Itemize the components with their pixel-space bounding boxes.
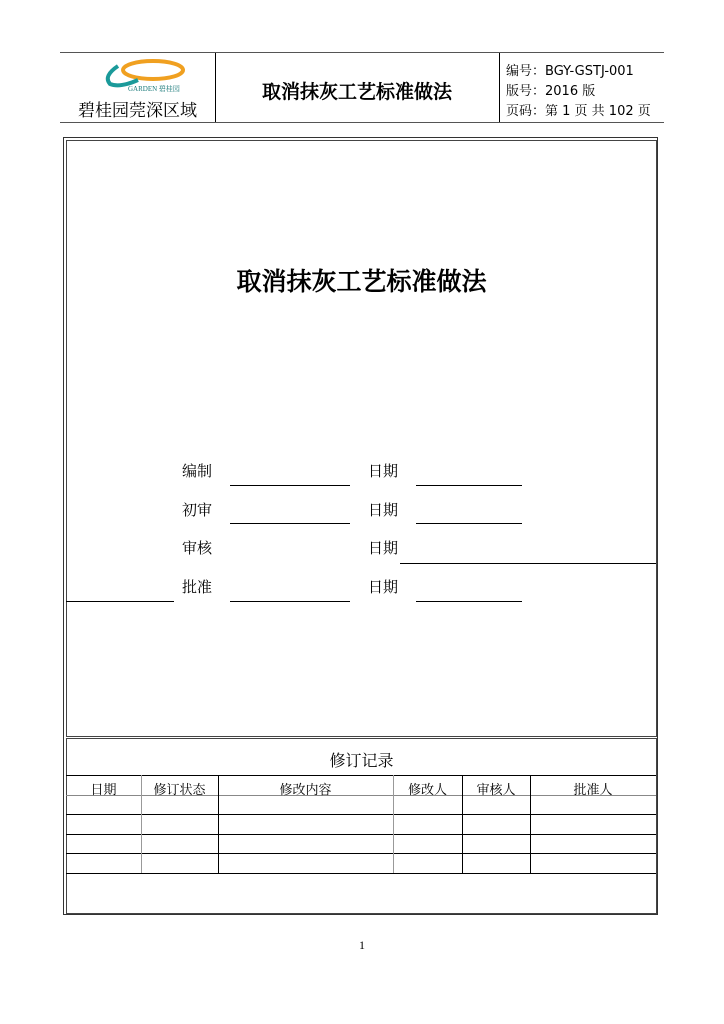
label-preliminary: 初审 xyxy=(182,501,213,519)
approve-line[interactable] xyxy=(230,601,350,602)
label-date-1: 日期 xyxy=(368,462,399,480)
label-approve: 批准 xyxy=(182,578,213,596)
col-approver: 批准人 xyxy=(573,783,613,798)
col-content: 修改内容 xyxy=(279,783,332,798)
preliminary-line[interactable] xyxy=(230,523,350,524)
company-logo xyxy=(98,56,188,92)
col-date: 日期 xyxy=(90,783,117,798)
cover-box xyxy=(66,140,657,737)
label-review: 审核 xyxy=(182,539,213,557)
label-compiled: 编制 xyxy=(182,462,213,480)
company-name: 碧桂园莞深区域 xyxy=(78,101,197,121)
doc-number: 编号：BGY-GSTJ-001 xyxy=(506,64,634,79)
date-line-4[interactable] xyxy=(416,601,522,602)
divider-line xyxy=(400,563,656,564)
label-date-4: 日期 xyxy=(368,578,399,596)
divider-line-left xyxy=(66,601,174,602)
revision-title: 修订记录 xyxy=(329,751,394,770)
page-info: 页码：第 1 页 共 102 页 xyxy=(506,104,651,119)
version: 版号：2016 版 xyxy=(506,84,596,99)
header-title: 取消抹灰工艺标准做法 xyxy=(261,81,452,103)
cover-title: 取消抹灰工艺标准做法 xyxy=(236,267,487,296)
col-modifier: 修改人 xyxy=(407,783,447,798)
page-number: 1 xyxy=(359,938,365,952)
date-line-2[interactable] xyxy=(416,523,522,524)
col-reviewer: 审核人 xyxy=(476,783,516,798)
logo-text: GARDEN 碧桂园 xyxy=(128,85,180,92)
header-table xyxy=(60,52,664,123)
label-date-2: 日期 xyxy=(368,501,399,519)
label-date-3: 日期 xyxy=(368,539,399,557)
col-status: 修订状态 xyxy=(153,783,206,798)
date-line-1[interactable] xyxy=(416,485,522,486)
compiled-line[interactable] xyxy=(230,485,350,486)
